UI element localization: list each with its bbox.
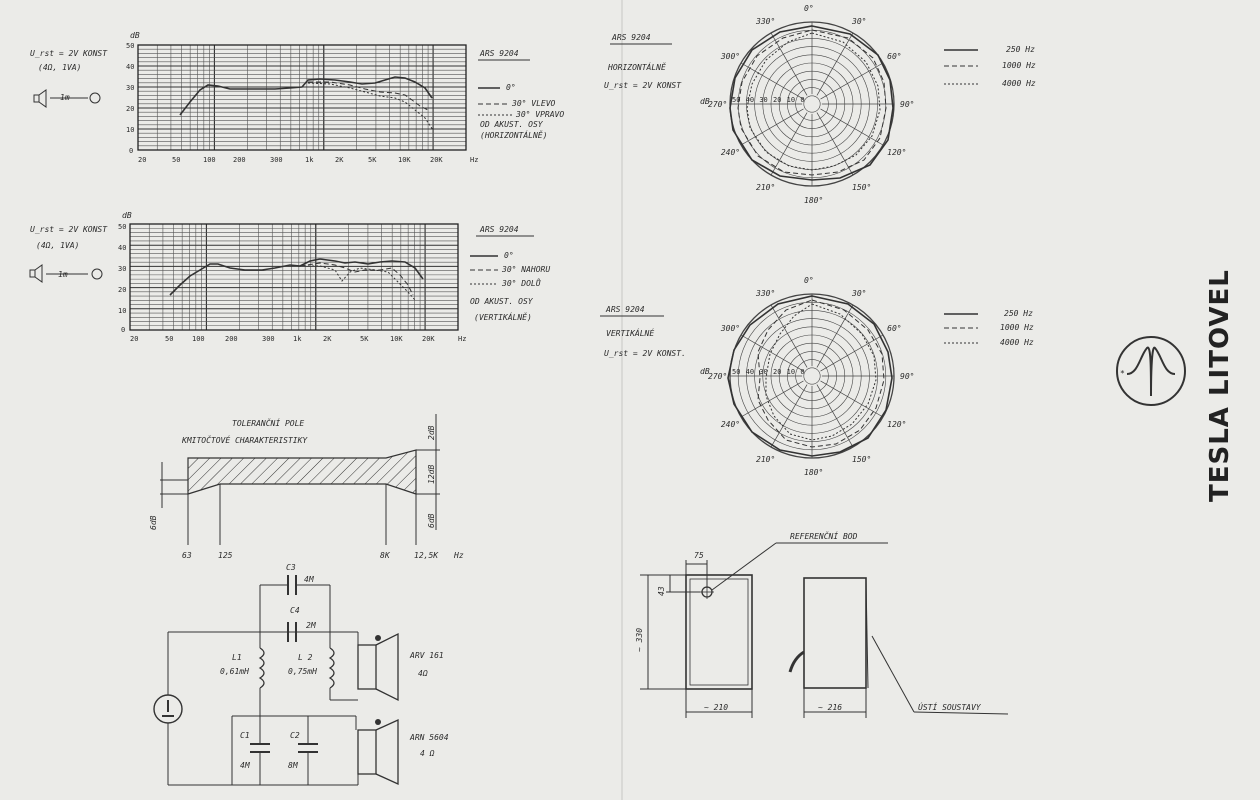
legend-4000hz: 4000 Hz bbox=[1000, 338, 1034, 347]
unit-label: dB bbox=[700, 97, 710, 106]
x-tick: 20K bbox=[422, 335, 435, 343]
tweeter-type: ARN 5604 bbox=[410, 733, 449, 742]
freq-unit: Hz bbox=[454, 551, 464, 560]
polar-angle-label: 90° bbox=[900, 100, 915, 109]
x-tick: 300 bbox=[270, 156, 283, 164]
c4-value: 2M bbox=[306, 621, 316, 630]
dim-width: ~ 210 bbox=[704, 703, 729, 712]
grid-frame bbox=[138, 45, 466, 150]
legend-1000hz: 1000 Hz bbox=[1002, 61, 1036, 70]
y-tick: 30 bbox=[118, 265, 127, 273]
polar-chart-vertical bbox=[600, 276, 1034, 477]
x-tick: Hz bbox=[458, 335, 467, 343]
polar-ring-label: 0 bbox=[800, 96, 805, 104]
x-tick: 10K bbox=[398, 156, 411, 164]
freq-grid bbox=[138, 45, 466, 150]
polar-ring-label: 20 bbox=[773, 368, 782, 376]
x-tick: 5K bbox=[368, 156, 377, 164]
c4-label: C4 bbox=[290, 606, 300, 615]
c1-label: C1 bbox=[240, 731, 250, 740]
polar-angle-label: 30° bbox=[852, 16, 867, 26]
dim-43: 43 bbox=[657, 586, 666, 596]
dim-top: 2dB bbox=[427, 425, 436, 440]
y-tick: 10 bbox=[118, 307, 127, 315]
polar-ring-label: 0 bbox=[800, 368, 805, 376]
model-label: ARS 9204 bbox=[480, 49, 519, 58]
model-label: ARS 9204 bbox=[606, 305, 645, 314]
x-tick: 20 bbox=[138, 156, 147, 164]
axis-note: OD AKUST. OSY bbox=[470, 297, 533, 306]
condition-load: (4Ω, 1VA) bbox=[36, 241, 80, 250]
l1-label: L1 bbox=[232, 653, 242, 662]
cabinet-drawing bbox=[635, 530, 1008, 718]
x-tick: 1k bbox=[305, 156, 314, 164]
polar-ring-label: 50 bbox=[732, 368, 741, 376]
legend-1000hz: 1000 Hz bbox=[1000, 323, 1034, 332]
port-label: ÚSTÍ SOUSTAVY bbox=[918, 703, 981, 712]
polar-angle-label: 120° bbox=[887, 148, 907, 157]
condition-label: U_rst = 2V KONST bbox=[604, 81, 682, 90]
polar-angle-label: 0° bbox=[804, 276, 814, 285]
condition-label: U_rst = 2V KONST. bbox=[604, 349, 686, 358]
c2-value: 8M bbox=[288, 761, 298, 770]
polar-angle-label: 240° bbox=[720, 148, 741, 157]
freq-chart-horizontal bbox=[30, 31, 564, 164]
polar-ring-label: 40 bbox=[745, 96, 755, 104]
polar-angle-label: 330° bbox=[756, 16, 776, 26]
legend-4000hz: 4000 Hz bbox=[1002, 79, 1036, 88]
crossover-schematic bbox=[154, 563, 449, 785]
logo-mark bbox=[1127, 348, 1175, 396]
legend-250hz: 250 Hz bbox=[1004, 309, 1033, 318]
x-tick: 200 bbox=[233, 156, 246, 164]
y-tick: 10 bbox=[126, 126, 135, 134]
model-label: ARS 9204 bbox=[480, 225, 519, 234]
c1-value: 4M bbox=[240, 761, 250, 770]
polar-angle-label: 180° bbox=[804, 196, 824, 205]
x-tick: 10K bbox=[390, 335, 403, 343]
freq-63: 63 bbox=[182, 551, 192, 560]
distance-label: 1m bbox=[58, 270, 68, 279]
tolerance-title-1: TOLERANČNÍ POLE bbox=[232, 419, 305, 428]
y-tick: 50 bbox=[126, 42, 135, 50]
x-tick: 100 bbox=[192, 335, 205, 343]
woofer-type: ARV 161 bbox=[410, 651, 444, 660]
polar-angle-label: 60° bbox=[887, 324, 902, 333]
condition-load: (4Ω, 1VA) bbox=[38, 63, 82, 72]
polar-angle-label: 210° bbox=[756, 455, 776, 465]
polar-angle-label: 150° bbox=[852, 183, 872, 193]
polar-angle-label: 300° bbox=[720, 324, 741, 333]
freq-grid bbox=[130, 224, 458, 330]
tolerance-field bbox=[149, 414, 464, 560]
dim-height: ~ 330 bbox=[635, 627, 644, 652]
model-label: ARS 9204 bbox=[612, 33, 651, 42]
dim-left: 6dB bbox=[149, 515, 158, 530]
logo-star: * bbox=[1120, 369, 1125, 378]
speaker-tweeter-icon bbox=[358, 719, 398, 784]
polar-ring-label: 50 bbox=[732, 96, 741, 104]
polar-ring bbox=[804, 96, 820, 112]
polar-angle-label: 60° bbox=[887, 52, 902, 61]
polar-angle-label: 270° bbox=[708, 372, 728, 381]
x-tick: 5K bbox=[360, 335, 369, 343]
polar-angle-label: 90° bbox=[900, 372, 915, 381]
x-tick: 50 bbox=[165, 335, 174, 343]
polar-chart-horizontal bbox=[604, 4, 1036, 205]
legend-250hz: 250 Hz bbox=[1006, 45, 1035, 54]
x-tick: 1k bbox=[293, 335, 302, 343]
y-tick: 40 bbox=[126, 63, 135, 71]
l2-value: 0,75mH bbox=[288, 667, 317, 676]
polar-ring-label: 10 bbox=[786, 368, 796, 376]
dim-depth: ~ 216 bbox=[818, 703, 843, 712]
y-tick: 20 bbox=[118, 286, 127, 294]
polar-ring-label: 30 bbox=[759, 96, 768, 104]
orientation-label: VERTIKÁLNÉ bbox=[606, 329, 655, 338]
condition-voltage: U_rst = 2V KONST bbox=[30, 49, 108, 58]
polar-ring-label: 40 bbox=[745, 368, 755, 376]
y-axis-label: dB bbox=[130, 31, 140, 40]
curve-30deg-right bbox=[308, 83, 433, 130]
polar-angle-label: 240° bbox=[720, 420, 741, 429]
x-tick: 300 bbox=[262, 335, 275, 343]
legend-0deg: 0° bbox=[504, 251, 514, 260]
speaker-mic-icon bbox=[30, 265, 102, 282]
ring-labels bbox=[732, 96, 805, 104]
polar-angle-label: 120° bbox=[887, 420, 907, 429]
orientation-note: (VERTIKÁLNĚ) bbox=[474, 313, 532, 322]
freq-12k5: 12,5K bbox=[414, 551, 439, 560]
y-ticks bbox=[118, 223, 126, 334]
l1-value: 0,61mH bbox=[220, 667, 249, 676]
legend-30-up: 30° NAHORU bbox=[502, 265, 551, 274]
speaker-mic-icon bbox=[34, 90, 100, 107]
y-tick: 40 bbox=[118, 244, 127, 252]
cabinet-side bbox=[804, 578, 866, 688]
polar-angle-label: 210° bbox=[756, 183, 776, 193]
legend-30-down: 30° DOLŮ bbox=[502, 279, 541, 288]
c3-value: 4M bbox=[304, 575, 314, 584]
unit-label: dB bbox=[700, 367, 710, 376]
polar-angle-label: 180° bbox=[804, 468, 824, 477]
legend-0deg: 0° bbox=[506, 83, 516, 92]
polar-angle-label: 270° bbox=[708, 100, 728, 109]
polar-angle-label: 300° bbox=[720, 52, 741, 61]
c2-label: C2 bbox=[290, 731, 300, 740]
orientation-label: HORIZONTÁLNĚ bbox=[608, 63, 666, 72]
tolerance-title-2: KMITOČTOVÉ CHARAKTERISTIKY bbox=[182, 436, 308, 445]
polar-angle-label: 30° bbox=[852, 288, 867, 298]
dim-mid: 12dB bbox=[427, 464, 436, 484]
brand-block bbox=[1117, 269, 1235, 502]
c3-label: C3 bbox=[286, 563, 296, 572]
woofer-impedance: 4Ω bbox=[418, 669, 428, 678]
polar-ring bbox=[804, 368, 820, 384]
grid-frame bbox=[130, 224, 458, 330]
condition-voltage: U_rst = 2V KONST bbox=[30, 225, 108, 234]
tweeter-impedance: 4 Ω bbox=[420, 749, 435, 758]
x-tick: 200 bbox=[225, 335, 238, 343]
x-tick: 2K bbox=[335, 156, 344, 164]
ring-labels bbox=[732, 368, 805, 376]
polar-angle-label: 330° bbox=[756, 288, 776, 298]
y-tick: 0 bbox=[121, 326, 126, 334]
l2-label: L 2 bbox=[298, 653, 313, 662]
reference-point-label: REFERENČNÍ BOD bbox=[790, 532, 858, 541]
axis-note: OD AKUST. OSY bbox=[480, 120, 543, 129]
y-axis-label: dB bbox=[122, 211, 132, 220]
orientation-note: (HORIZONTÁLNĚ) bbox=[480, 131, 548, 140]
distance-label: 1m bbox=[60, 93, 70, 102]
y-tick: 0 bbox=[129, 147, 134, 155]
x-tick: Hz bbox=[470, 156, 479, 164]
freq-125: 125 bbox=[218, 551, 233, 560]
x-tick: 2K bbox=[323, 335, 332, 343]
brand-name: TESLA LITOVEL bbox=[1205, 269, 1235, 502]
dim-right: 6dB bbox=[427, 513, 436, 528]
y-tick: 30 bbox=[126, 84, 135, 92]
y-tick: 50 bbox=[118, 223, 127, 231]
y-ticks bbox=[126, 42, 134, 155]
x-tick: 20 bbox=[130, 335, 139, 343]
polar-angle-label: 0° bbox=[804, 4, 814, 13]
speaker-woofer-icon bbox=[358, 634, 398, 700]
freq-8k: 8K bbox=[380, 551, 390, 560]
polar-angle-label: 150° bbox=[852, 455, 872, 465]
legend-30-left: 30° VLEVO bbox=[512, 99, 556, 108]
curve-0deg bbox=[170, 259, 423, 295]
polar-ring-label: 20 bbox=[773, 96, 782, 104]
x-tick: 100 bbox=[203, 156, 216, 164]
x-tick: 20K bbox=[430, 156, 443, 164]
x-ticks bbox=[138, 156, 478, 164]
dim-75: 75 bbox=[694, 551, 704, 560]
freq-chart-vertical bbox=[30, 211, 550, 343]
x-tick: 50 bbox=[172, 156, 181, 164]
x-ticks bbox=[130, 335, 466, 343]
polar-ring-label: 10 bbox=[786, 96, 796, 104]
y-tick: 20 bbox=[126, 105, 135, 113]
polar-ring-label: 30 bbox=[759, 368, 768, 376]
tolerance-band bbox=[188, 450, 416, 494]
legend-30-right: 30° VPRAVO bbox=[516, 110, 565, 119]
